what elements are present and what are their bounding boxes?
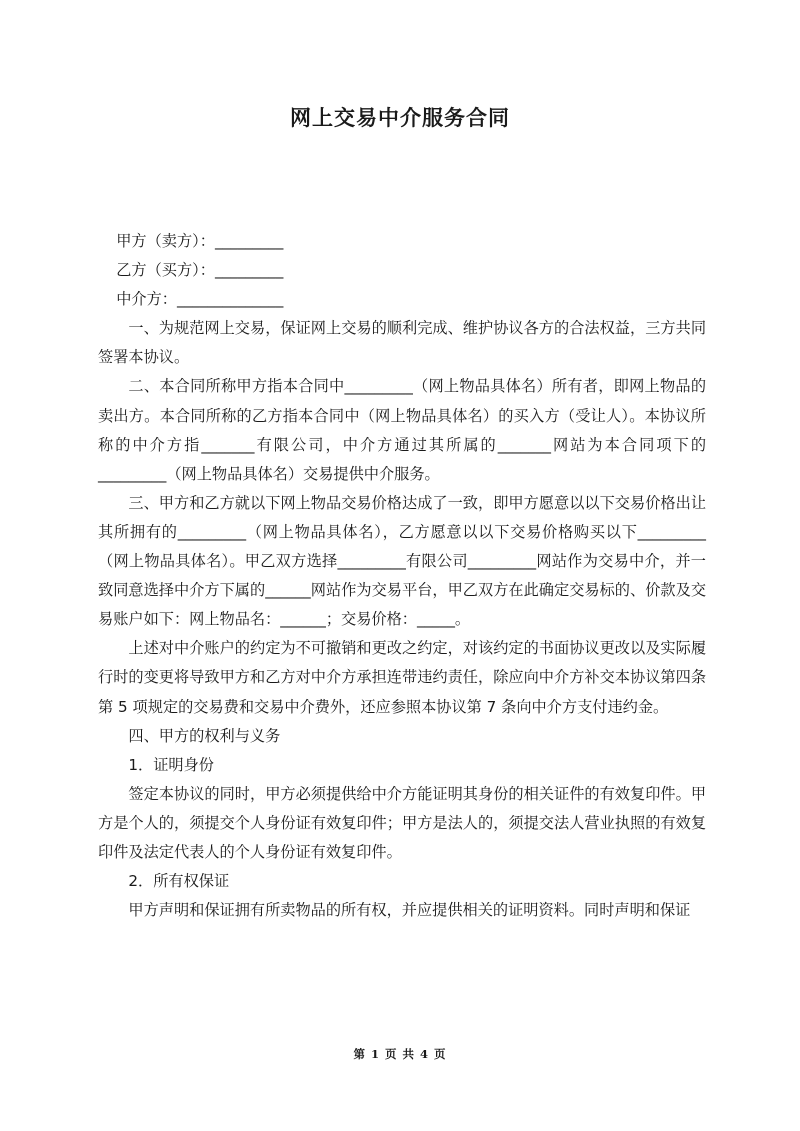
document-title: 网上交易中介服务合同 <box>290 106 510 130</box>
subclause-2-heading: 2．所有权保证 <box>128 872 230 891</box>
intermediary-line: 中介方：______________ <box>116 290 284 309</box>
clause-3-transaction: 三、甲方和乙方就以下网上物品交易价格达成了一致，即甲方愿意以以下交易价格出让其所拥有的_________（网上物品具体名），乙方愿意以以下交易价格购买以下_________（网上物品具体名）。甲乙双方选择_________有限公司_________网站作为交易中介，并一致同意选择中介方下属的______网站作为交易平台，甲乙双方在此确定交易标的、价款及交易账户如下：网上物品名：______；交易价格：_____。 <box>98 493 706 629</box>
clause-1-purpose: 一、为规范网上交易，保证网上交易的顺利完成、维护协议各方的合法权益，三方共同签署本协议。 <box>98 319 706 367</box>
clause-3-account-note: 上述对中介账户的约定为不可撤销和更改之约定，对该约定的书面协议更改以及实际履行时的变更将导致甲方和乙方对中介方承担连带违约责任，除应向中介方补交本协议第四条第 5 项规定的交易费和交易中介费外，还应参照本协议第 7 条向中介方支付违约金。 <box>98 639 706 716</box>
clause-2-definitions: 二、本合同所称甲方指本合同中_________（网上物品具体名）所有者，即网上物品的卖出方。本合同所称的乙方指本合同中（网上物品具体名）的买入方（受让人）。本协议所称的中介方指_______有限公司，中介方通过其所属的_______网站为本合同项下的_________（网上物品具体名）交易提供中介服务。 <box>98 377 706 483</box>
clause-4-heading: 四、甲方的权利与义务 <box>128 726 281 745</box>
party-a-line: 甲方（卖方）：_________ <box>116 232 284 250</box>
subclause-2-body: 甲方声明和保证拥有所卖物品的所有权，并应提供相关的证明资料。同时声明和保证 <box>128 901 691 920</box>
subclause-1-heading: 1．证明身份 <box>128 755 214 774</box>
document-body <box>98 227 706 925</box>
party-b-line: 乙方（买方）：_________ <box>116 261 284 280</box>
subclause-1-body: 签定本协议的同时，甲方必须提供给中介方能证明其身份的相关证件的有效复印件。甲方是个人的，须提交个人身份证有效复印件；甲方是法人的，须提交法人营业执照的有效复印件及法定代表人的个人身份证有效复印件。 <box>98 784 706 861</box>
page-number: 第 1 页 共 4 页 <box>353 1047 447 1061</box>
